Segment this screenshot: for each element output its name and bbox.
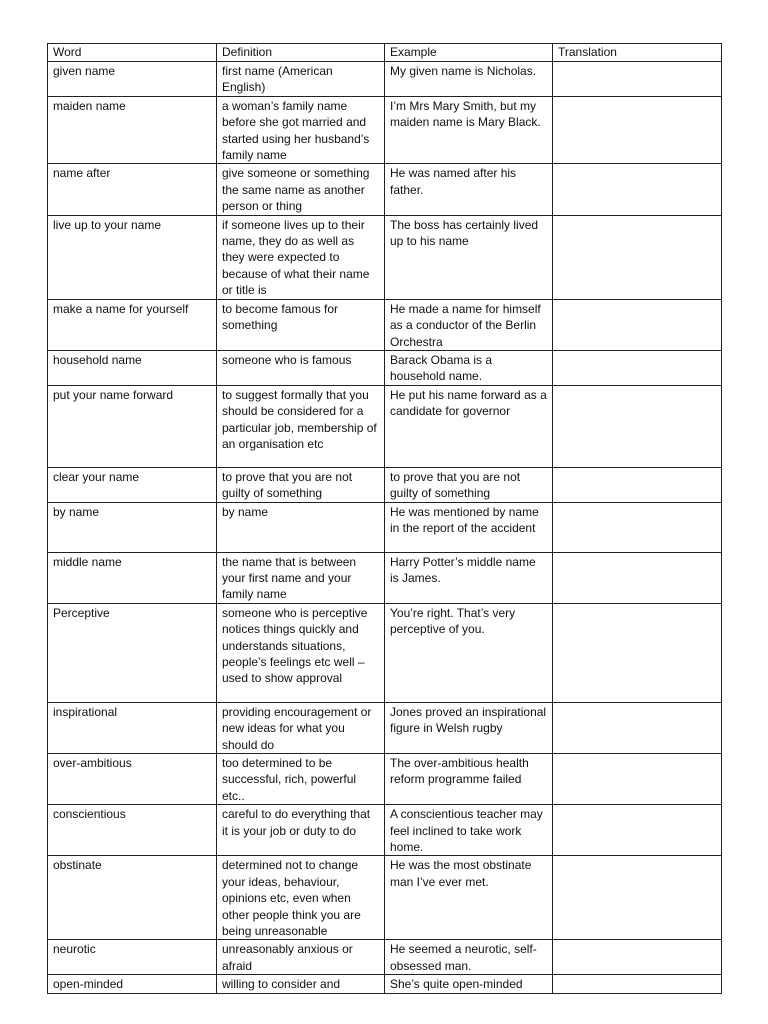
- example-cell: My given name is Nicholas.: [385, 62, 553, 97]
- table-row: [48, 385, 722, 467]
- translation-cell[interactable]: [553, 975, 722, 993]
- example-cell: He seemed a neurotic, self-obsessed man.: [385, 940, 553, 975]
- translation-cell[interactable]: [553, 350, 722, 385]
- definition-cell: providing encouragement or new ideas for what you should do: [217, 702, 385, 753]
- example-cell: Harry Potter’s middle name is James.: [385, 552, 553, 603]
- table-row: [48, 753, 722, 804]
- word-cell: clear your name: [48, 467, 217, 502]
- definition-cell: too determined to be successful, rich, powerful etc..: [217, 753, 385, 804]
- definition-cell: someone who is perceptive notices things quickly and understands situations, people’s feelings etc well – used to show approval: [217, 603, 385, 702]
- translation-cell[interactable]: [553, 502, 722, 552]
- definition-cell: first name (American English): [217, 62, 385, 97]
- translation-cell[interactable]: [553, 299, 722, 350]
- table-row: [48, 702, 722, 753]
- definition-cell: give someone or something the same name as another person or thing: [217, 164, 385, 215]
- example-cell: She’s quite open-minded: [385, 975, 553, 993]
- vocabulary-sheet: [47, 43, 721, 994]
- translation-cell[interactable]: [553, 753, 722, 804]
- example-cell: He was mentioned by name in the report of the accident: [385, 502, 553, 552]
- column-header-word: Word: [48, 44, 217, 62]
- word-cell: obstinate: [48, 856, 217, 940]
- table-row: [48, 62, 722, 97]
- table-row: [48, 502, 722, 552]
- word-cell: middle name: [48, 552, 217, 603]
- column-header-example: Example: [385, 44, 553, 62]
- vocabulary-table: [47, 43, 722, 994]
- table-row: [48, 467, 722, 502]
- table-header-row: [48, 44, 722, 62]
- table-row: [48, 805, 722, 856]
- example-cell: He was named after his father.: [385, 164, 553, 215]
- table-row: [48, 299, 722, 350]
- example-cell: Jones proved an inspirational figure in Welsh rugby: [385, 702, 553, 753]
- word-cell: live up to your name: [48, 215, 217, 299]
- translation-cell[interactable]: [553, 96, 722, 164]
- word-cell: given name: [48, 62, 217, 97]
- example-cell: A conscientious teacher may feel inclined to take work home.: [385, 805, 553, 856]
- table-row: [48, 164, 722, 215]
- example-cell: The over-ambitious health reform programme failed: [385, 753, 553, 804]
- definition-cell: determined not to change your ideas, behaviour, opinions etc, even when other people think you are being unreasonable: [217, 856, 385, 940]
- word-cell: household name: [48, 350, 217, 385]
- table-row: [48, 350, 722, 385]
- definition-cell: to prove that you are not guilty of something: [217, 467, 385, 502]
- definition-cell: the name that is between your first name and your family name: [217, 552, 385, 603]
- definition-cell: to suggest formally that you should be considered for a particular job, membership of an organisation etc: [217, 385, 385, 467]
- example-cell: You’re right. That’s very perceptive of you.: [385, 603, 553, 702]
- definition-cell: to become famous for something: [217, 299, 385, 350]
- translation-cell[interactable]: [553, 467, 722, 502]
- translation-cell[interactable]: [553, 856, 722, 940]
- example-cell: The boss has certainly lived up to his name: [385, 215, 553, 299]
- table-row: [48, 96, 722, 164]
- translation-cell[interactable]: [553, 385, 722, 467]
- example-cell: to prove that you are not guilty of something: [385, 467, 553, 502]
- example-cell: Barack Obama is a household name.: [385, 350, 553, 385]
- word-cell: conscientious: [48, 805, 217, 856]
- table-row: [48, 215, 722, 299]
- example-cell: He made a name for himself as a conductor of the Berlin Orchestra: [385, 299, 553, 350]
- word-cell: Perceptive: [48, 603, 217, 702]
- translation-cell[interactable]: [553, 552, 722, 603]
- example-cell: I’m Mrs Mary Smith, but my maiden name is Mary Black.: [385, 96, 553, 164]
- definition-cell: a woman’s family name before she got married and started using her husband’s family name: [217, 96, 385, 164]
- definition-cell: if someone lives up to their name, they do as well as they were expected to because of what their name or title is: [217, 215, 385, 299]
- word-cell: open-minded: [48, 975, 217, 993]
- table-row: [48, 552, 722, 603]
- column-header-definition: Definition: [217, 44, 385, 62]
- translation-cell[interactable]: [553, 805, 722, 856]
- translation-cell[interactable]: [553, 164, 722, 215]
- word-cell: inspirational: [48, 702, 217, 753]
- translation-cell[interactable]: [553, 62, 722, 97]
- word-cell: make a name for yourself: [48, 299, 217, 350]
- word-cell: neurotic: [48, 940, 217, 975]
- definition-cell: by name: [217, 502, 385, 552]
- word-cell: maiden name: [48, 96, 217, 164]
- definition-cell: someone who is famous: [217, 350, 385, 385]
- example-cell: He put his name forward as a candidate for governor: [385, 385, 553, 467]
- word-cell: name after: [48, 164, 217, 215]
- example-cell: He was the most obstinate man I’ve ever met.: [385, 856, 553, 940]
- word-cell: put your name forward: [48, 385, 217, 467]
- definition-cell: unreasonably anxious or afraid: [217, 940, 385, 975]
- column-header-translation: Translation: [553, 44, 722, 62]
- definition-cell: careful to do everything that it is your job or duty to do: [217, 805, 385, 856]
- table-row: [48, 940, 722, 975]
- translation-cell[interactable]: [553, 940, 722, 975]
- definition-cell: willing to consider and: [217, 975, 385, 993]
- translation-cell[interactable]: [553, 702, 722, 753]
- translation-cell[interactable]: [553, 215, 722, 299]
- table-row: [48, 975, 722, 993]
- table-row: [48, 603, 722, 702]
- table-row: [48, 856, 722, 940]
- word-cell: by name: [48, 502, 217, 552]
- word-cell: over-ambitious: [48, 753, 217, 804]
- translation-cell[interactable]: [553, 603, 722, 702]
